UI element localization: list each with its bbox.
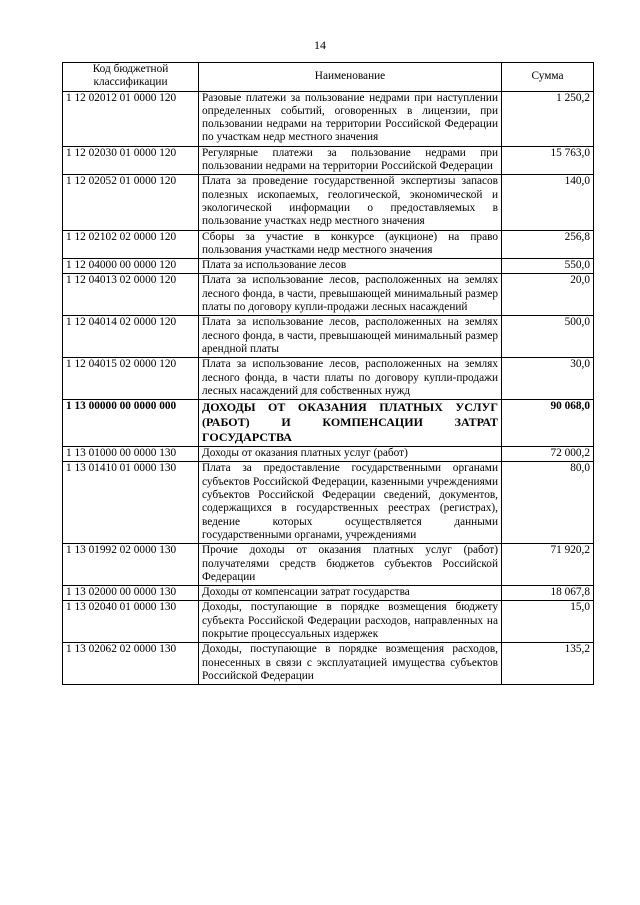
table-row — [63, 91, 594, 146]
table-row — [63, 447, 594, 462]
row-name: Доходы от компенсации затрат государства — [199, 586, 502, 601]
row-code: 1 13 01410 01 0000 130 — [63, 462, 199, 544]
row-name: Доходы от оказания платных услуг (работ) — [199, 447, 502, 462]
page-number: 14 — [314, 38, 326, 52]
row-name: ДОХОДЫ ОТ ОКАЗАНИЯ ПЛАТНЫХ УСЛУГ (РАБОТ) И КОМПЕНСАЦИИ ЗАТРАТ ГОСУДАРСТВА — [199, 400, 502, 447]
budget-table — [62, 62, 594, 685]
row-sum: 30,0 — [502, 358, 594, 400]
row-sum: 1 250,2 — [502, 91, 594, 146]
row-sum: 256,8 — [502, 230, 594, 259]
row-sum: 15 763,0 — [502, 146, 594, 175]
table-row — [63, 643, 594, 685]
header-code: Код бюджетной классификации — [63, 63, 199, 92]
row-code: 1 13 00000 00 0000 000 — [63, 400, 199, 447]
row-name: Доходы, поступающие в порядке возмещения расходов, понесенных в связи с эксплуатацией имущества субъектов Российской Федерации — [199, 643, 502, 685]
row-name: Регулярные платежи за пользование недрами при пользовании недрами на территории Российской Федерации — [199, 146, 502, 175]
table-row — [63, 259, 594, 274]
row-sum: 135,2 — [502, 643, 594, 685]
row-sum: 20,0 — [502, 274, 594, 316]
row-code: 1 13 02000 00 0000 130 — [63, 586, 199, 601]
row-code: 1 12 04014 02 0000 120 — [63, 316, 199, 358]
row-sum: 71 920,2 — [502, 544, 594, 586]
row-code: 1 13 02040 01 0000 130 — [63, 601, 199, 643]
row-name: Плата за использование лесов, расположенных на землях лесного фонда, в части платы по договору купли-продажи лесных насаждений для собственных нужд — [199, 358, 502, 400]
header-name: Наименование — [199, 63, 502, 92]
table-row — [63, 230, 594, 259]
row-code: 1 12 02052 01 0000 120 — [63, 175, 199, 230]
row-name: Разовые платежи за пользование недрами при наступлении определенных событий, оговоренных в лицензии, при пользовании недрами на территории Российской Федерации по участкам недр местного значения — [199, 91, 502, 146]
row-name: Сборы за участие в конкурсе (аукционе) на право пользования участками недр местного значения — [199, 230, 502, 259]
row-code: 1 13 01000 00 0000 130 — [63, 447, 199, 462]
row-code: 1 13 02062 02 0000 130 — [63, 643, 199, 685]
table-row — [63, 358, 594, 400]
row-sum: 72 000,2 — [502, 447, 594, 462]
row-sum: 15,0 — [502, 601, 594, 643]
table-row — [63, 316, 594, 358]
row-code: 1 12 04000 00 0000 120 — [63, 259, 199, 274]
table-row — [63, 586, 594, 601]
row-name: Плата за предоставление государственными органами субъектов Российской Федерации, казенными учреждениями субъектов Российской Федерации сведений, документов, содержащихся в государственных реестрах (регистрах), ведение которых осуществляется данными государственными органами, учреждениями — [199, 462, 502, 544]
table-row — [63, 462, 594, 544]
table-row-section — [63, 400, 594, 447]
row-code: 1 12 02030 01 0000 120 — [63, 146, 199, 175]
row-name: Прочие доходы от оказания платных услуг (работ) получателями средств бюджетов субъектов Российской Федерации — [199, 544, 502, 586]
table-row — [63, 601, 594, 643]
row-code: 1 13 01992 02 0000 130 — [63, 544, 199, 586]
table-header-row — [63, 63, 594, 92]
table-row — [63, 544, 594, 586]
row-sum: 550,0 — [502, 259, 594, 274]
row-name: Плата за использование лесов, расположенных на землях лесного фонда, в части, превышающей минимальный размер платы по договору купли-продажи лесных насаждений — [199, 274, 502, 316]
row-name: Плата за использование лесов — [199, 259, 502, 274]
table-row — [63, 274, 594, 316]
row-name: Доходы, поступающие в порядке возмещения бюджету субъекта Российской Федерации расходов, направленных на покрытие процессуальных издержек — [199, 601, 502, 643]
table-row — [63, 175, 594, 230]
row-name: Плата за проведение государственной экспертизы запасов полезных ископаемых, геологической, экономической и экологической информации о предоставляемых в пользование участках недр местного значения — [199, 175, 502, 230]
row-sum: 500,0 — [502, 316, 594, 358]
row-code: 1 12 02102 02 0000 120 — [63, 230, 199, 259]
row-sum: 80,0 — [502, 462, 594, 544]
row-code: 1 12 02012 01 0000 120 — [63, 91, 199, 146]
row-sum: 90 068,0 — [502, 400, 594, 447]
row-sum: 140,0 — [502, 175, 594, 230]
row-name: Плата за использование лесов, расположенных на землях лесного фонда, в части, превышающей минимальный размер арендной платы — [199, 316, 502, 358]
row-code: 1 12 04015 02 0000 120 — [63, 358, 199, 400]
header-sum: Сумма — [502, 63, 594, 92]
row-code: 1 12 04013 02 0000 120 — [63, 274, 199, 316]
row-sum: 18 067,8 — [502, 586, 594, 601]
table-row — [63, 146, 594, 175]
